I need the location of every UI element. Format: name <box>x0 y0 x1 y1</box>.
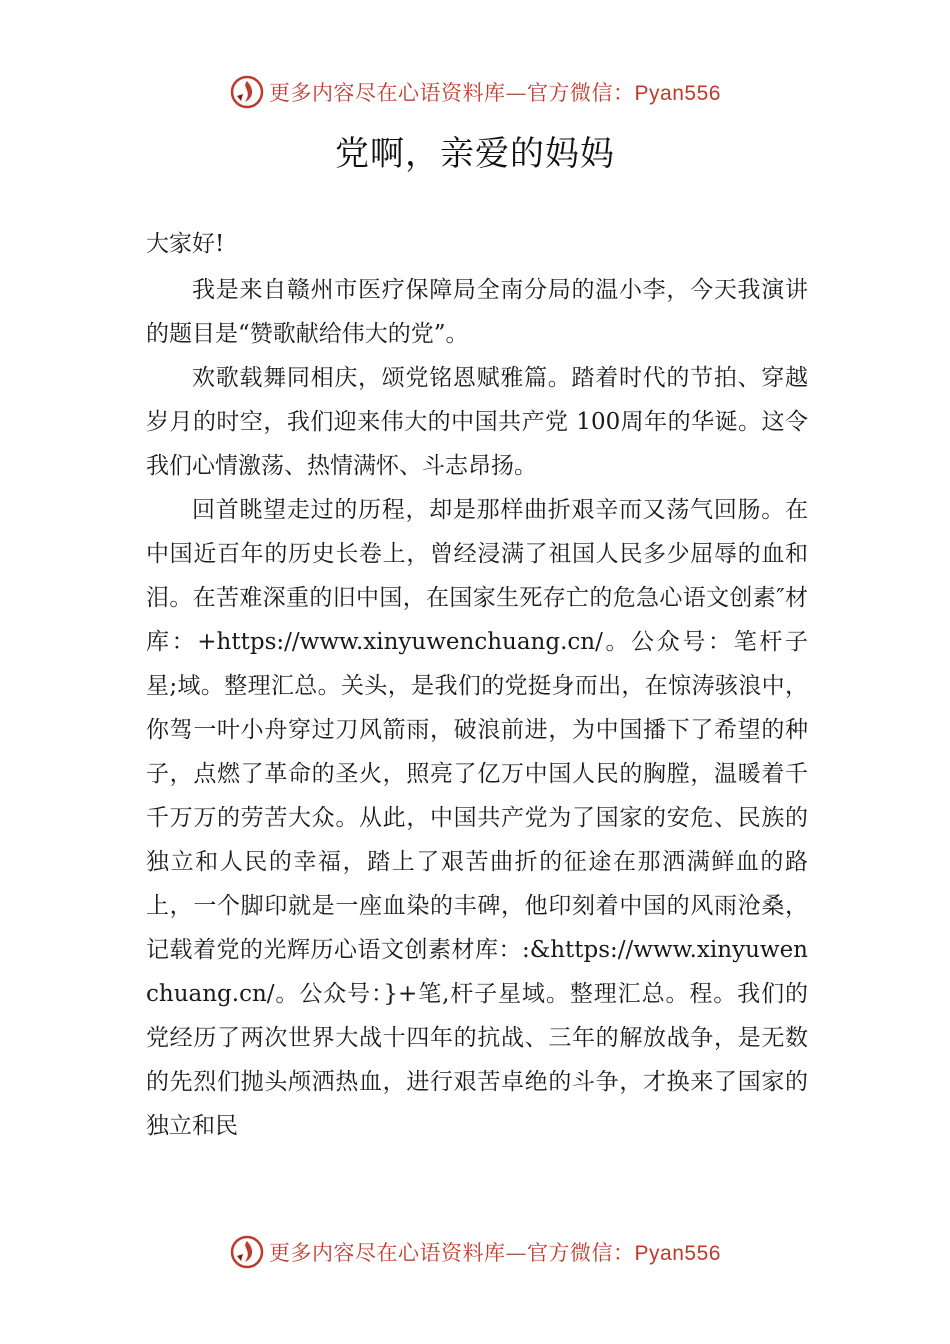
banner-text: 更多内容尽在心语资料库—官方微信：Pyan556 <box>269 1241 721 1265</box>
paragraph: 回首眺望走过的历程，却是那样曲折艰辛而又荡气回肠。在中国近百年的历史长卷上，曾经浸满了祖国人民多少屈辱的血和泪。在苦难深重的旧中国，在国家生死存亡的危急心语文创素″材库：+https://www.xinyuwenchuang.cn/。公众号：笔杆子星;域。整理汇总。关头，是我们的党挺身而出，在惊涛骇浪中，你驾一叶小舟穿过刀风箭雨，破浪前进，为中国播下了希望的种子，点燃了革命的圣火，照亮了亿万中国人民的胸膛，温暖着千千万万的劳苦大众。从此，中国共产党为了国家的安危、民族的独立和人民的幸福，踏上了艰苦曲折的征途在那洒满鲜血的路上，一个脚印就是一座血染的丰碑，他印刻着中国的风雨沧桑，记载着党的光辉历心语文创素材库：:&https://www.xinyuwenchuang.cn/。公众号：}+笔,杆子星域。整理汇总。程。我们的党经历了两次世界大战十四年的抗战、三年的解放战争，是无数的先烈们抛头颅洒热血，进行艰苦卓绝的斗争，才换来了国家的独立和民 <box>146 497 808 1139</box>
paragraph: 欢歌载舞同相庆，颂党铭恩赋雅篇。踏着时代的节拍、穿越岁月的时空，我们迎来伟大的中国共产党 100周年的华诞。这令我们心情激荡、热情满怀、斗志昂扬。 <box>146 365 808 479</box>
header-banner <box>0 72 950 112</box>
document-title: 党啊，亲爱的妈妈 <box>335 134 615 174</box>
banner-wechat: 官方微信：Pyan556 <box>527 1242 721 1265</box>
footer-banner <box>0 1232 950 1272</box>
document-body <box>146 222 808 1148</box>
banner-wechat: 官方微信：Pyan556 <box>527 82 721 105</box>
paragraph: 我是来自赣州市医疗保障局全南分局的温小李，今天我演讲的题目是“赞歌献给伟大的党”。 <box>146 277 808 347</box>
greeting: 大家好! <box>146 231 225 257</box>
banner-text: 更多内容尽在心语资料库—官方微信：Pyan556 <box>269 81 721 105</box>
flame-logo-icon <box>229 74 265 110</box>
flame-logo-icon <box>229 1234 265 1270</box>
